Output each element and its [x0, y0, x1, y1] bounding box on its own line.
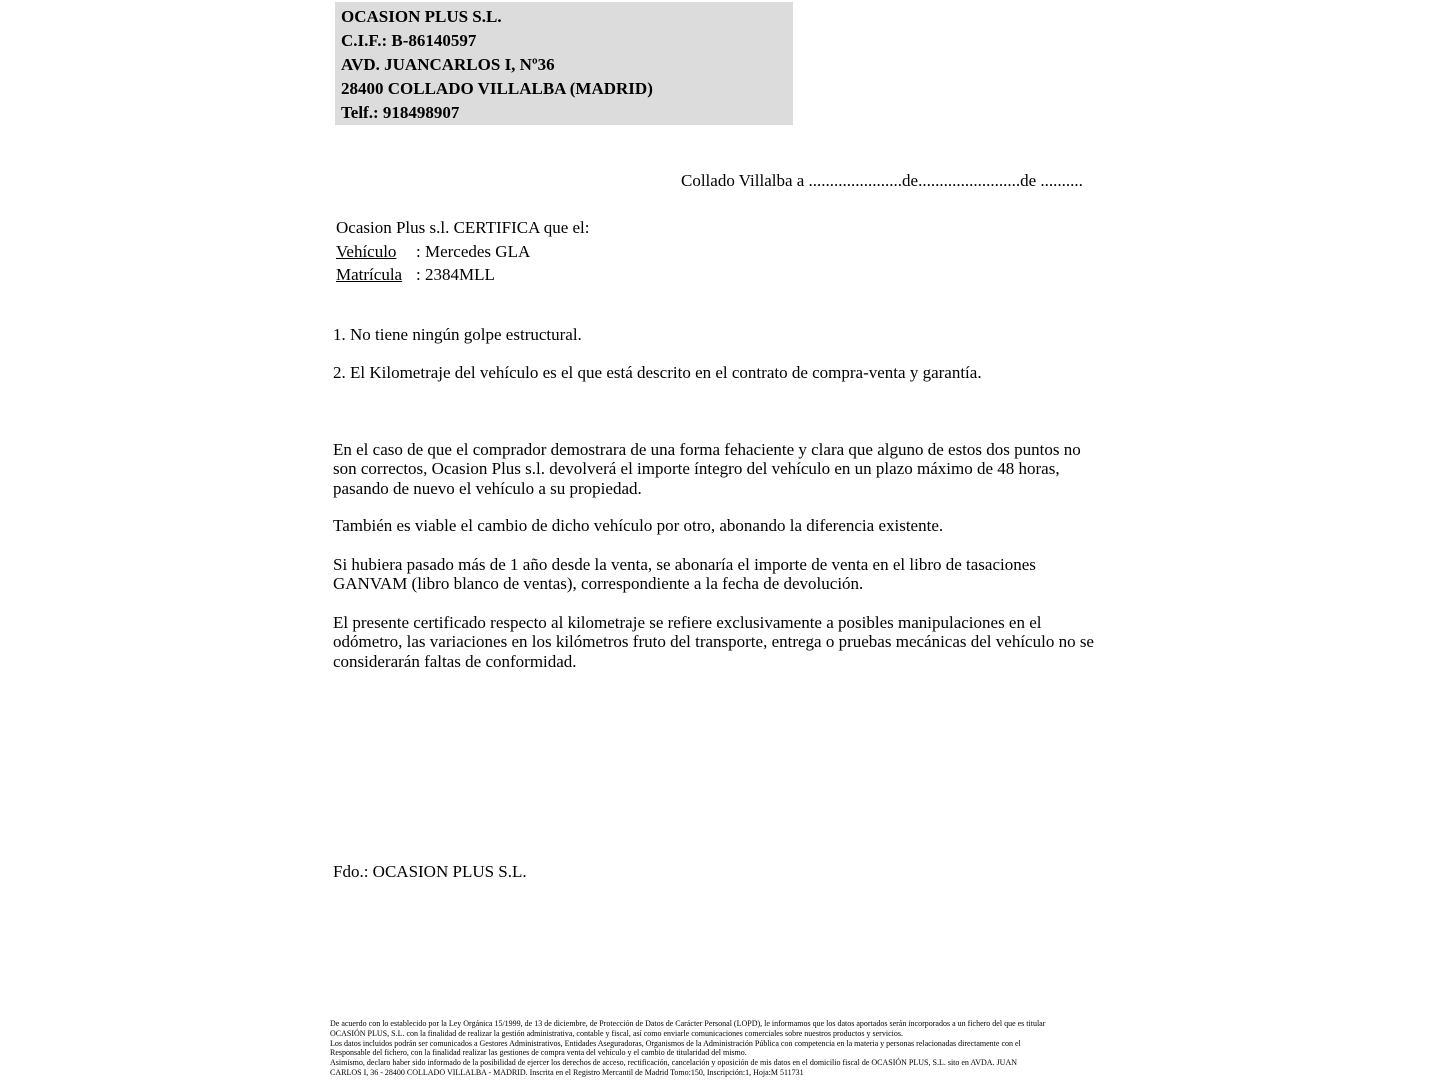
paragraph-ganvam: Si hubiera pasado más de 1 año desde la venta, se abonaría el importe de venta en el libro de tasaciones GANVAM (libro blanco de ventas), correspondiente a la fecha de devolución. [333, 555, 1036, 594]
company-city: 28400 COLLADO VILLALBA (MADRID) [341, 79, 653, 98]
company-header-box [335, 2, 793, 125]
legal-footer-line: CARLOS I, 36 - 28400 COLLADO VILLALBA - MADRID. Inscrita en el Registro Mercantil de Madrid Tomo:150, Inscripción:1, Hoja:M 511731 [330, 1067, 804, 1077]
legal-footer-line: Los datos incluidos podrán ser comunicados a Gestores Administrativos, Entidades Aseguradoras, Organismos de la Administración Pública con competencia en la materia y personas relacionadas directamente con el [330, 1038, 1021, 1048]
legal-footer-line: De acuerdo con lo establecido por la Ley Orgánica 15/1999, de 13 de diciembre, de Protección de Datos de Carácter Personal (LOPD), le informamos que los datos aportados serán incorporados a un fichero del que es titular [330, 1019, 1046, 1028]
plate-label: Matrícula [336, 265, 403, 284]
plate-value: : 2384MLL [416, 265, 495, 284]
vehicle-label: Vehículo [336, 241, 397, 261]
company-name: OCASION PLUS S.L. [341, 7, 502, 26]
company-cif: C.I.F.: B-86140597 [341, 31, 477, 50]
date-line: Collado Villalba a ......................de........................de .......... [681, 171, 1083, 190]
paragraph-exchange: También es viable el cambio de dicho vehículo por otro, abonando la diferencia existente. [333, 516, 944, 535]
vehicle-field [336, 240, 590, 264]
legal-footer [330, 1019, 1120, 1078]
vehicle-value: : Mercedes GLA [416, 241, 531, 261]
legal-footer-line: Asimismo, declaro haber sido informado de la posibilidad de ejercer los derechos de acceso, rectificación, cancelación y oposición de mis datos en el domicilio fiscal de OCASIÓN PLUS, S.L. sito en AVDA. JUAN [330, 1058, 1018, 1068]
point-2: 2. El Kilometraje del vehículo es el que está descrito en el contrato de compra-venta y garantía. [333, 363, 982, 382]
plate-field [336, 263, 590, 287]
company-phone: Telf.: 918498907 [341, 103, 460, 122]
paragraph-odometer: El presente certificado respecto al kilometraje se refiere exclusivamente a posibles manipulaciones en el odómetro, las variaciones en los kilómetros fruto del transporte, entrega o pruebas mecánicas del vehículo no se considerarán faltas de conformidad. [333, 613, 1094, 671]
paragraph-refund: En el caso de que el comprador demostrara de una forma fehaciente y clara que alguno de estos dos puntos no son correctos, Ocasion Plus s.l. devolverá el importe íntegro del vehículo en un plazo máximo de 48 horas, pasando de nuevo el vehículo a su propiedad. [333, 440, 1081, 498]
certification-block [336, 216, 590, 287]
certification-intro: Ocasion Plus s.l. CERTIFICA que el: [336, 218, 590, 237]
legal-footer-line: OCASIÓN PLUS, S.L. con la finalidad de realizar la gestión administrativa, contable y fiscal, así como enviarle comunicaciones comerciales sobre nuestros productos y servicios. [330, 1028, 903, 1038]
legal-footer-line: Responsable del fichero, con la finalidad realizar las gestiones de compra venta del vehículo y el cambio de titularidad del mismo. [330, 1048, 747, 1058]
signature-line: Fdo.: OCASION PLUS S.L. [333, 862, 527, 881]
point-1: 1. No tiene ningún golpe estructural. [333, 325, 582, 344]
company-address: AVD. JUANCARLOS I, Nº36 [341, 55, 555, 74]
